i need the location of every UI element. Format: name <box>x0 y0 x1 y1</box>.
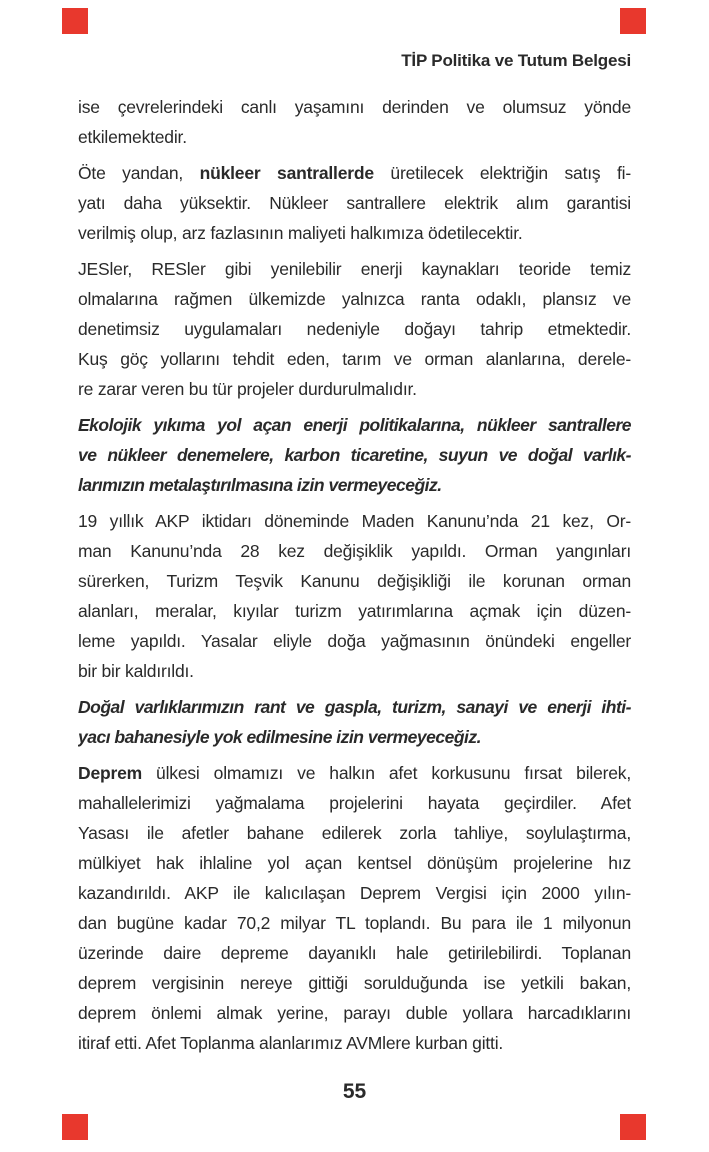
text-line <box>78 626 631 656</box>
text-run: bir bir kaldırıldı. <box>78 661 194 681</box>
text-run: deprem önlemi almak yerine, parayı duble yollara harcadıklarını <box>78 1003 631 1023</box>
text-line <box>78 506 631 536</box>
text-run: Kuş göç yollarını tehdit eden, tarım ve orman alanlarına, derele- <box>78 349 631 369</box>
text-line <box>78 566 631 596</box>
text-run: man Kanunu’nda 28 kez değişiklik yapıldı. Orman yangınları <box>78 541 631 561</box>
text-line <box>78 908 631 938</box>
text-line <box>78 848 631 878</box>
text-run: sürerken, Turizm Teşvik Kanunu değişikliği ile korunan orman <box>78 571 631 591</box>
text-run: larımızın metalaştırılmasına izin vermeyeceğiz. <box>78 475 442 495</box>
text-line <box>78 878 631 908</box>
text-run: yatı daha yüksektir. Nükleer santrallere elektrik alım garantisi <box>78 193 631 213</box>
text-run: mülkiyet hak ihlaline yol açan kentsel dönüşüm projelerine hız <box>78 853 631 873</box>
paragraph <box>78 92 631 152</box>
text-line <box>78 998 631 1028</box>
text-line <box>78 92 631 122</box>
text-run: yacı bahanesiyle yok edilmesine izin vermeyeceğiz. <box>78 727 481 747</box>
text-line <box>78 122 631 152</box>
text-line <box>78 470 631 500</box>
text-line <box>78 284 631 314</box>
corner-mark-bottom-right-icon <box>620 1114 646 1140</box>
text-run: mahallelerimizi yağmalama projelerini hayata geçirdiler. Afet <box>78 793 631 813</box>
text-run: verilmiş olup, arz fazlasının maliyeti halkımıza ödetilecektir. <box>78 223 523 243</box>
text-run: ise çevrelerindeki canlı yaşamını derinden ve olumsuz yönde <box>78 97 631 117</box>
text-run: üretilecek elektriğin satış fi- <box>373 163 631 183</box>
text-line <box>78 218 631 248</box>
text-run: deprem vergisinin nereye gittiği sorulduğunda ise yetkili bakan, <box>78 973 631 993</box>
text-run: Yasası ile afetler bahane edilerek zorla tahliye, soylulaştırma, <box>78 823 631 843</box>
text-line <box>78 314 631 344</box>
text-run: Öte yandan, <box>78 163 200 183</box>
text-line <box>78 254 631 284</box>
paragraph-list <box>78 92 631 1064</box>
text-line <box>78 722 631 752</box>
text-run: alanları, meralar, kıyılar turizm yatırımlarına açmak için düzen- <box>78 601 631 621</box>
text-run: dan bugüne kadar 70,2 milyar TL toplandı. Bu para ile 1 milyonun <box>78 913 631 933</box>
text-line <box>78 938 631 968</box>
bold-text-run: nükleer santrallerde <box>199 163 374 183</box>
text-run: olmalarına rağmen ülkemizde yalnızca ranta odaklı, plansız ve <box>78 289 631 309</box>
corner-mark-top-right-icon <box>620 8 646 34</box>
text-run: itiraf etti. Afet Toplanma alanlarımız AVMlere kurban gitti. <box>78 1033 504 1053</box>
text-run: Doğal varlıklarımızın rant ve gaspla, turizm, sanayi ve enerji ihti- <box>78 697 631 717</box>
text-line <box>78 968 631 998</box>
text-line <box>78 158 631 188</box>
text-line <box>78 656 631 686</box>
text-line <box>78 758 631 788</box>
text-line <box>78 1028 631 1058</box>
paragraph <box>78 692 631 752</box>
bold-text-run: Deprem <box>78 763 142 783</box>
text-run: leme yapıldı. Yasalar eliyle doğa yağmasının önündeki engeller <box>78 631 631 651</box>
text-line <box>78 188 631 218</box>
paragraph <box>78 410 631 500</box>
text-run: kazandırıldı. AKP ile kalıcılaşan Deprem Vergisi için 2000 yılın- <box>78 883 631 903</box>
text-run: Ekolojik yıkıma yol açan enerji politikalarına, nükleer santrallere <box>78 415 631 435</box>
page-number: 55 <box>342 1080 367 1103</box>
text-run: üzerinde daire depreme dayanıklı hale getirilebilirdi. Toplanan <box>78 943 631 963</box>
text-line <box>78 818 631 848</box>
text-line <box>78 788 631 818</box>
text-line <box>78 692 631 722</box>
text-line <box>78 440 631 470</box>
text-line <box>78 410 631 440</box>
running-header: TİP Politika ve Tutum Belgesi <box>401 51 631 70</box>
corner-mark-top-left-icon <box>62 8 88 34</box>
text-run: ve nükleer denemelere, karbon ticaretine, suyun ve doğal varlık- <box>78 445 631 465</box>
text-line <box>78 374 631 404</box>
text-run: 19 yıllık AKP iktidarı döneminde Maden Kanunu’nda 21 kez, Or- <box>78 511 631 531</box>
paragraph <box>78 158 631 248</box>
text-run: JESler, RESler gibi yenilebilir enerji kaynakları teoride temiz <box>78 259 631 279</box>
text-line <box>78 596 631 626</box>
text-run: etkilemektedir. <box>78 127 187 147</box>
text-run: ülkesi olmamızı ve halkın afet korkusunu fırsat bilerek, <box>141 763 631 783</box>
paragraph <box>78 254 631 404</box>
paragraph <box>78 506 631 686</box>
paragraph <box>78 758 631 1058</box>
corner-mark-bottom-left-icon <box>62 1114 88 1140</box>
text-run: re zarar veren bu tür projeler durdurulmalıdır. <box>78 379 417 399</box>
text-line <box>78 536 631 566</box>
text-run: denetimsiz uygulamaları nedeniyle doğayı tahrip etmektedir. <box>78 319 631 339</box>
text-line <box>78 344 631 374</box>
